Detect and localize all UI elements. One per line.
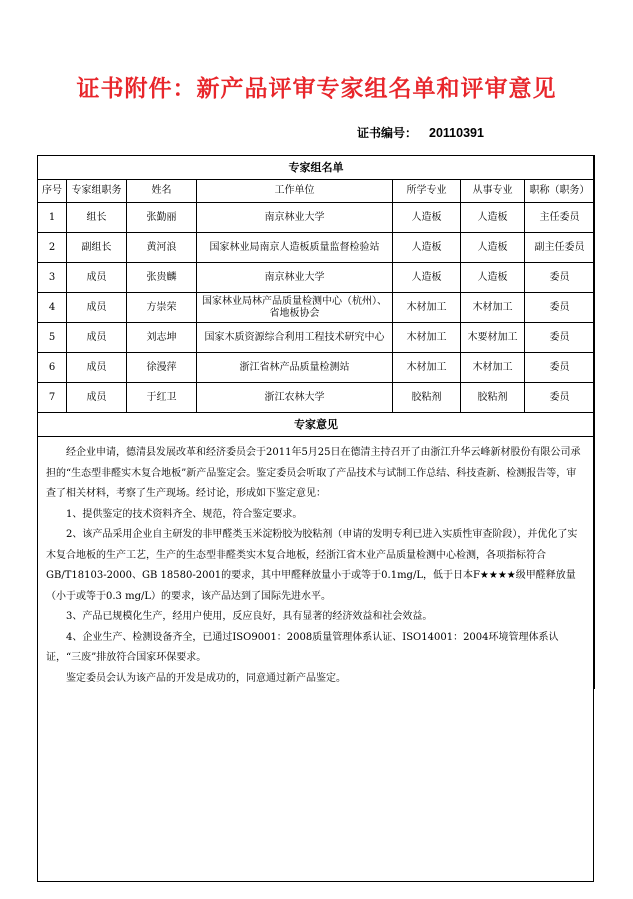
- table-cell: 张勤丽: [127, 203, 197, 233]
- table-cell: 木要材加工: [461, 323, 525, 353]
- table-cell: 南京林业大学: [197, 263, 393, 293]
- page-title: 证书附件：新产品评审专家组名单和评审意见: [76, 76, 557, 102]
- certificate-number-label: 证书编号：: [357, 126, 418, 140]
- table-cell: 刘志坤: [127, 323, 197, 353]
- column-header: 所学专业: [393, 180, 461, 203]
- table-cell: 成员: [67, 353, 127, 383]
- certificate-table-frame: [37, 155, 594, 882]
- table-cell: 胶粘剂: [461, 383, 525, 413]
- opinion-body: [38, 437, 595, 690]
- table-cell: 4: [38, 293, 67, 323]
- table-row: [38, 383, 595, 413]
- table-cell: 成员: [67, 323, 127, 353]
- table-cell: 浙江省林产品质量检测站: [197, 353, 393, 383]
- table-cell: 黄河浪: [127, 233, 197, 263]
- table-cell: 副主任委员: [525, 233, 595, 263]
- table-cell: 1: [38, 203, 67, 233]
- certificate-number-value: 20110391: [429, 126, 484, 140]
- table-cell: 浙江农林大学: [197, 383, 393, 413]
- table-cell: 胶粘剂: [393, 383, 461, 413]
- column-header: 工作单位: [197, 180, 393, 203]
- certificate-number: [357, 124, 484, 141]
- table-cell: 木材加工: [393, 323, 461, 353]
- table-cell: 徐漫萍: [127, 353, 197, 383]
- table-cell: 5: [38, 323, 67, 353]
- table-cell: 人造板: [393, 263, 461, 293]
- table-cell: 方崇荣: [127, 293, 197, 323]
- table-header-row: [38, 180, 595, 203]
- table-cell: 委员: [525, 353, 595, 383]
- table-cell: 人造板: [393, 233, 461, 263]
- table-cell: 3: [38, 263, 67, 293]
- opinion-paragraph: 经企业申请，德清县发展改革和经济委员会于2011年5月25日在德清主持召开了由浙江升华云峰新材股份有限公司承担的“生态型非醛实木复合地板”新产品鉴定会。鉴定委员会听取了产品技术与试制工作总结、科技查新、检测报告等，审查了相关材料，考察了生产现场。经讨论，形成如下鉴定意见：: [46, 447, 581, 499]
- table-cell: 6: [38, 353, 67, 383]
- table-row: [38, 323, 595, 353]
- table-cell: 人造板: [461, 203, 525, 233]
- table-cell: 委员: [525, 293, 595, 323]
- column-header: 从事专业: [461, 180, 525, 203]
- table-cell: 2: [38, 233, 67, 263]
- table-cell: 木材加工: [393, 293, 461, 323]
- table-row: [38, 233, 595, 263]
- table-cell: 国家木质资源综合利用工程技术研究中心: [197, 323, 393, 353]
- opinion-paragraph: 4、企业生产、检测设备齐全，已通过ISO9001：2008质量管理体系认证、ISO14001：2004环境管理体系认证，“三废”排放符合国家环保要求。: [46, 631, 559, 663]
- table-row: [38, 293, 595, 323]
- column-header: 专家组职务: [67, 180, 127, 203]
- table-cell: 南京林业大学: [197, 203, 393, 233]
- table-cell: 副组长: [67, 233, 127, 263]
- table-cell: 成员: [67, 293, 127, 323]
- table-cell: 委员: [525, 383, 595, 413]
- table-cell: 成员: [67, 263, 127, 293]
- table-row: [38, 203, 595, 233]
- opinion-paragraph: 鉴定委员会认为该产品的开发是成功的，同意通过新产品鉴定。: [66, 672, 346, 684]
- table-cell: 成员: [67, 383, 127, 413]
- table-cell: 于红卫: [127, 383, 197, 413]
- column-header: 职称（职务）: [525, 180, 595, 203]
- table-row: [38, 353, 595, 383]
- table-cell: 木材加工: [461, 293, 525, 323]
- table-row: [38, 263, 595, 293]
- table-cell: 木材加工: [393, 353, 461, 383]
- table-cell: 木材加工: [461, 353, 525, 383]
- table-cell: 委员: [525, 263, 595, 293]
- opinion-paragraph: 2、该产品采用企业自主研发的非甲醛类玉米淀粉胶为胶粘剂（申请的发明专利已进入实质性审查阶段），并优化了实木复合地板的生产工艺，生产的生态型非醛类实木复合地板，经浙江省木业产品质量检测中心检测，各项指标符合GB/T18103-2000、GB 18580-2001的要求，其中甲醛释放量小于或等于0.1mg/L，低于日本F★★★★级甲醛释放量（小于或等于0.3 mg/L）的要求，该产品达到了国际先进水平。: [46, 529, 578, 602]
- table-cell: 人造板: [393, 203, 461, 233]
- table-cell: 组长: [67, 203, 127, 233]
- table-cell: 人造板: [461, 233, 525, 263]
- table-cell: 人造板: [461, 263, 525, 293]
- table-cell: 国家林业局林产品质量检测中心（杭州）、省地板协会: [197, 293, 393, 323]
- table-cell: 主任委员: [525, 203, 595, 233]
- table-cell: 张贵麟: [127, 263, 197, 293]
- column-header: 序号: [38, 180, 67, 203]
- opinion-section-title: 专家意见: [38, 413, 595, 437]
- opinion-paragraph: 1、提供鉴定的技术资料齐全、规范，符合鉴定要求。: [66, 508, 303, 520]
- expert-section-title: 专家组名单: [38, 156, 595, 180]
- opinion-paragraph: 3、产品已规模化生产，经用户使用，反应良好，具有显著的经济效益和社会效益。: [66, 611, 433, 622]
- column-header: 姓名: [127, 180, 197, 203]
- table-cell: 7: [38, 383, 67, 413]
- table-cell: 委员: [525, 323, 595, 353]
- table-cell: 国家林业局南京人造板质量监督检验站: [197, 233, 393, 263]
- expert-table: [37, 155, 595, 689]
